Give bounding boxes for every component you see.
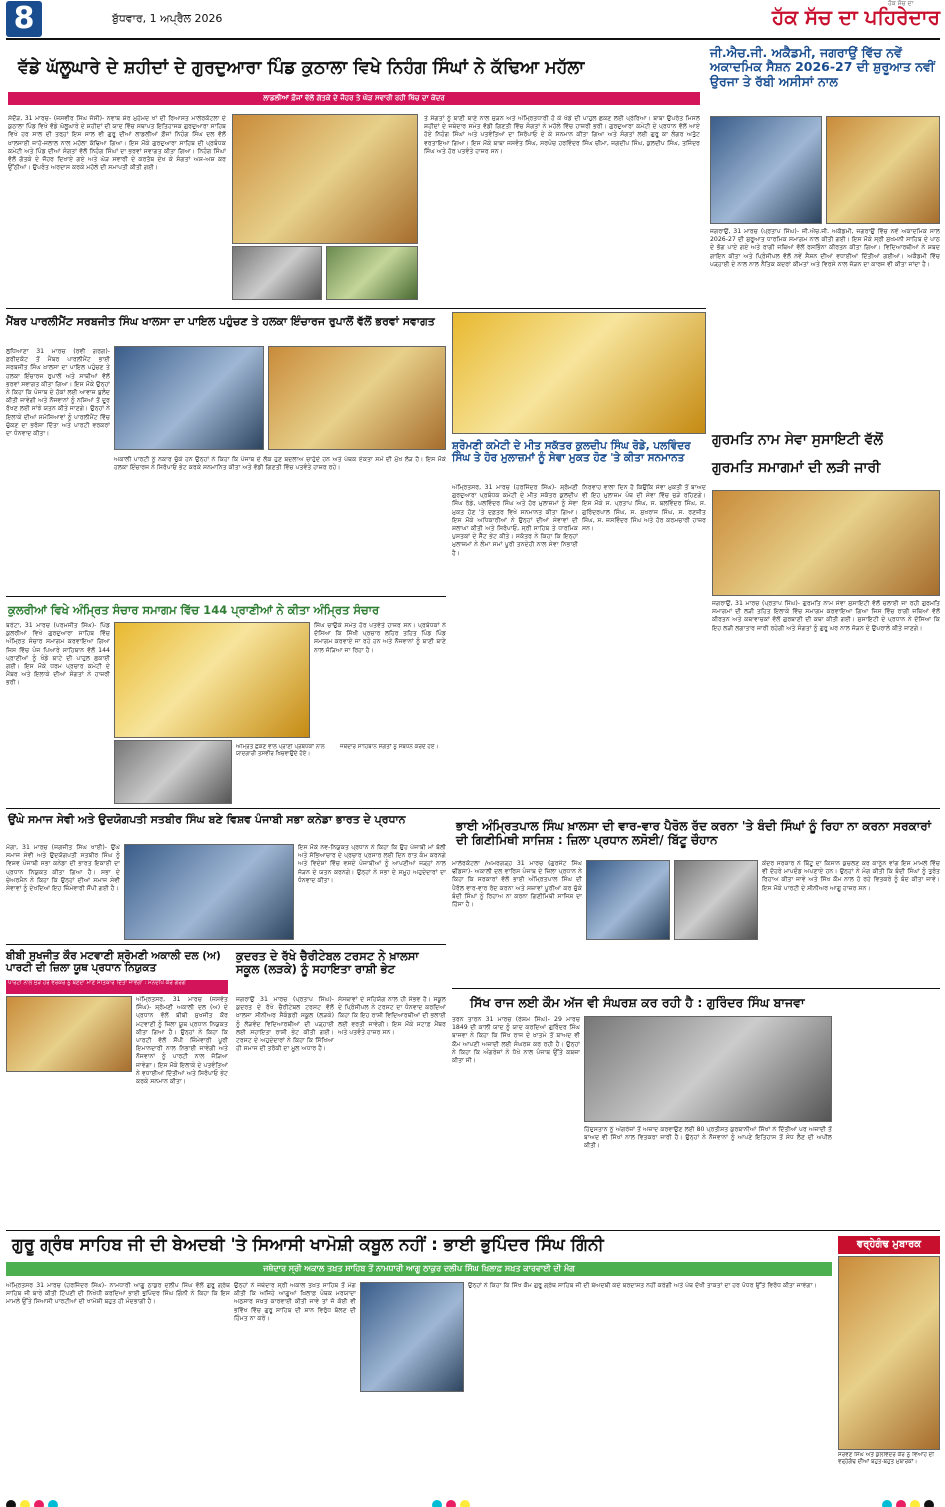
masthead-rule — [6, 38, 940, 40]
mp-photo-2 — [268, 346, 446, 450]
lead-body-left: ਸੰਦੌੜ, 31 ਮਾਰਚ- (ਜਸਵੀਰ ਸਿੰਘ ਜੱਸੀ)- ਨਵਾਬ ਸ਼ੇਰ ਮੁਹੰਮਦ ਖਾਂ ਦੀ ਰਿਆਸਤ ਮਾਲੇਰਕੋਟਲਾ ਦੇ ਕੁਠਾਲਾ ਪਿੰਡ ਵਿਖੇ ਵੱਡੇ ਘੱਲੂਘਾਰੇ ਦੇ ਸ਼ਹੀਦਾਂ ਦੀ ਯਾਦ ਵਿੱਚ ਸਥਾਪਤ ਇਤਿਹਾਸਕ ਗੁਰਦੁਆਰਾ ਸਾਹਿਬ ਵਿਖੇ ਹਰ ਸਾਲ ਦੀ ਤਰ੍ਹਾਂ ਇਸ ਸਾਲ ਵੀ ਗੁਰੂ ਦੀਆਂ ਲਾਡਲੀਆਂ ਫ਼ੌਜਾਂ ਨਿਹੰਗ ਸਿੰਘ ਦਲ ਵੱਲੋਂ ਖ਼ਾਲਸਾਈ ਜਾਹੋ-ਜਲਾਲ ਨਾਲ ਮਹੱਲਾ ਕੱਢਿਆ ਗਿਆ। ਇਸ ਮੌਕੇ ਗੁਰਦੁਆਰਾ ਸਾਹਿਬ ਦੀ ਪ੍ਰਬੰਧਕ ਕਮੇਟੀ ਅਤੇ ਪਿੰਡ ਦੀਆਂ ਸੰਗਤਾਂ ਵੱਲੋਂ ਨਿਹੰਗ ਸਿੰਘਾਂ ਦਾ ਭਰਵਾਂ ਸਵਾਗਤ ਕੀਤਾ ਗਿਆ। ਨਿਹੰਗ ਸਿੰਘਾਂ ਵੱਲੋਂ ਗੱਤਕੇ ਦੇ ਜੌਹਰ ਦਿਖਾਏ ਗਏ ਅਤੇ ਘੋੜ ਸਵਾਰੀ ਦੇ ਕਰਤੱਬ ਦੇਖ ਕੇ ਸੰਗਤਾਂ ਅਸ਼-ਅਸ਼ ਕਰ ਉੱਠੀਆਂ। ਉਪਰੰਤ ਅਰਦਾਸ ਕਰਕੇ ਮਹੱਲੇ ਦੀ ਸਮਾਪਤੀ ਕੀਤੀ ਗਈ। — [8, 115, 226, 172]
divider-5 — [452, 988, 940, 989]
lead-photo-3 — [326, 246, 418, 300]
bajwa-body: ਤਰਨ ਤਾਰਨ 31 ਮਾਰਚ (ਰੇਸ਼ਮ ਸਿੰਘ)- 29 ਮਾਰਚ 1849 ਦੀ ਕਾਲੀ ਯਾਦ ਨੂੰ ਯਾਦ ਕਰਦਿਆਂ ਗੁਰਿੰਦਰ ਸਿੰਘ ਬਾਜਵਾ ਨੇ ਕਿਹਾ ਕਿ ਸਿੱਖ ਰਾਜ ਦੇ ਖ਼ਾਤਮੇ ਤੋਂ ਬਾਅਦ ਵੀ ਕੌਮ ਆਪਣੀ ਅਜ਼ਾਦੀ ਲਈ ਸੰਘਰਸ਼ ਕਰ ਰਹੀ ਹੈ। ਉਨ੍ਹਾਂ ਨੇ ਕਿਹਾ ਕਿ ਅੰਗਰੇਜ਼ਾਂ ਨੇ ਧੋਖੇ ਨਾਲ ਪੰਜਾਬ ਉੱਤੇ ਕਬਜ਼ਾ ਕੀਤਾ ਸੀ। — [452, 1016, 580, 1064]
ginni-body-3: ਉਨ੍ਹਾਂ ਨੇ ਕਿਹਾ ਕਿ ਸਿੱਖ ਕੌਮ ਗੁਰੂ ਗ੍ਰੰਥ ਸਾਹਿਬ ਜੀ ਦੀ ਬੇਅਦਬੀ ਕਦੇ ਬਰਦਾਸ਼ਤ ਨਹੀਂ ਕਰੇਗੀ ਅਤੇ ਪੰਥ ਦੋਖੀ ਤਾਕਤਾਂ ਦਾ ਹਰ ਪੱਧਰ ਉੱਤੇ ਵਿਰੋਧ ਕੀਤਾ ਜਾਵੇਗਾ। — [468, 1282, 817, 1289]
lead-headline: ਵੱਡੇ ਘੱਲੂਘਾਰੇ ਦੇ ਸ਼ਹੀਦਾਂ ਦੇ ਗੁਰਦੁਆਰਾ ਪਿੰਡ ਕੁਠਾਲਾ ਵਿਖੇ ਨਿਹੰਗ ਸਿੰਘਾਂ ਨੇ ਕੱਢਿਆ ਮਹੱਲਾ — [18, 58, 585, 78]
trust-body: ਜਗਰਾਉਂ 31 ਮਾਰਚ (ਪ੍ਰਤਾਪ ਸਿੰਘ)- ਕੁਦਰਤ ਦੇ ਰੱਖੇ ਚੈਰੀਟੇਬਲ ਟਰਸਟ ਵੱਲੋਂ ਖ਼ਾਲਸਾ ਸੀਨੀਅਰ ਸੈਕੰਡਰੀ ਸਕੂਲ (ਲੜਕੇ) ਨੂੰ ਲੋੜਵੰਦ ਵਿਦਿਆਰਥੀਆਂ ਦੀ ਪੜ੍ਹਾਈ ਲਈ ਸਹਾਇਤਾ ਰਾਸ਼ੀ ਭੇਟ ਕੀਤੀ ਗਈ। ਟਰਸਟ ਦੇ ਅਹੁਦੇਦਾਰਾਂ ਨੇ ਕਿਹਾ ਕਿ ਸਿੱਖਿਆ ਹੀ ਸਮਾਜ ਦੀ ਤਰੱਕੀ ਦਾ ਮੂਲ ਅਧਾਰ ਹੈ। — [236, 996, 334, 1053]
register-mark-left — [4, 1495, 60, 1507]
academy-photo-1 — [710, 116, 822, 224]
anniversary-caption: ਸਰਵਣ ਸਿੰਘ ਅਤੇ ਕੁਲਵਿੰਦਰ ਕੌਰ ਨੂੰ ਵਿਆਹ ਦੀ ਵਰ੍ਹੇਗੰਢ ਦੀਆਂ ਬਹੁਤ-ਬਹੁਤ ਮੁਬਾਰਕਾਂ। — [838, 1452, 935, 1465]
youth-photo — [6, 996, 132, 1072]
amrit-headline: ਕੁਲਰੀਆਂ ਵਿਖੇ ਅੰਮ੍ਰਿਤ ਸੰਚਾਰ ਸਮਾਗਮ ਵਿੱਚ 144 ਪ੍ਰਾਣੀਆਂ ਨੇ ਕੀਤਾ ਅੰਮ੍ਰਿਤ ਸੰਚਾਰ — [8, 603, 380, 617]
parole-body: ਮਾਲੇਰਕੋਟਲਾ /ਅਮਰਗੜ੍ਹ 31 ਮਾਰਚ (ਗੁਰਜੰਟ ਸਿੰਘ ਢੀਂਡਸਾ)- ਅਕਾਲੀ ਦਲ ਵਾਰਿਸ ਪੰਜਾਬ ਦੇ ਜ਼ਿਲਾ ਪ੍ਰਧਾਨ ਨੇ ਕਿਹਾ ਕਿ ਸਰਕਾਰਾਂ ਵੱਲੋਂ ਭਾਈ ਅੰਮ੍ਰਿਤਪਾਲ ਸਿੰਘ ਦੀ ਪੈਰੋਲ ਵਾਰ-ਵਾਰ ਰੱਦ ਕਰਨਾ ਅਤੇ ਸਜ਼ਾਵਾਂ ਪੂਰੀਆਂ ਕਰ ਚੁੱਕੇ ਬੰਦੀ ਸਿੰਘਾਂ ਨੂੰ ਰਿਹਾਅ ਨਾ ਕਰਨਾ ਗਿਣੀਮਿਥੀ ਸਾਜਿਸ਼ ਦਾ ਹਿੱਸਾ ਹੈ। — [452, 860, 582, 908]
bajwa-headline: ਸਿੱਖ ਰਾਜ ਲਈ ਕੌਮ ਅੱਜ ਵੀ ਸੰਘਰਸ਼ ਕਰ ਰਹੀ ਹੈ : ਗੁਰਿੰਦਰ ਸਿੰਘ ਬਾਜਵਾ — [470, 995, 805, 1010]
amrit-body: ਬਰੇਟਾ, 31 ਮਾਰਚ (ਪਰਮਜੀਤ ਸਿੰਘ)- ਪਿੰਡ ਕੁਲਰੀਆਂ ਵਿਖੇ ਗੁਰਦੁਆਰਾ ਸਾਹਿਬ ਵਿੱਚ ਅੰਮ੍ਰਿਤ ਸੰਚਾਰ ਸਮਾਗਮ ਕਰਵਾਇਆ ਗਿਆ ਜਿਸ ਵਿੱਚ ਪੰਜ ਪਿਆਰੇ ਸਾਹਿਬਾਨ ਵੱਲੋਂ 144 ਪ੍ਰਾਣੀਆਂ ਨੂੰ ਖੰਡੇ ਬਾਟੇ ਦੀ ਪਾਹੁਲ ਛਕਾਈ ਗਈ। ਇਸ ਮੌਕੇ ਧਰਮ ਪ੍ਰਚਾਰ ਕਮੇਟੀ ਦੇ ਮੈਂਬਰ ਅਤੇ ਇਲਾਕੇ ਦੀਆਂ ਸੰਗਤਾਂ ਨੇ ਹਾਜ਼ਰੀ ਭਰੀ। — [6, 622, 110, 687]
divider-2 — [6, 596, 446, 597]
amrit-caption-2: ਜਥੇਦਾਰ ਸਾਹਿਬਾਨ ਸੰਗਤਾਂ ਨੂੰ ਸੰਬੋਧਨ ਕਰਦੇ ਹੋਏ। — [340, 744, 439, 750]
lead-subhead: ਲਾਡਲੀਆਂ ਫ਼ੌਜਾਂ ਵੱਲੋਂ ਗੱਤਕੇ ਦੇ ਜੌਹਰ ਤੇ ਘੋੜ ਸਵਾਰੀ ਰਹੀ ਖਿੱਚ ਦਾ ਕੇਂਦਰ — [8, 92, 700, 105]
canada-photo — [124, 844, 294, 940]
bajwa-body-2: ਹਿੰਦੁਸਤਾਨ ਨੂੰ ਅੰਗਰੇਜ਼ਾਂ ਤੋਂ ਅਜ਼ਾਦ ਕਰਵਾਉਣ ਲਈ 80 ਪ੍ਰਤੀਸ਼ਤ ਕੁਰਬਾਨੀਆਂ ਸਿੱਖਾਂ ਨੇ ਦਿੱਤੀਆਂ ਪਰ ਅਜ਼ਾਦੀ ਤੋਂ ਬਾਅਦ ਵੀ ਸਿੱਖਾਂ ਨਾਲ ਵਿਤਕਰਾ ਜਾਰੀ ਹੈ। ਉਨ੍ਹਾਂ ਨੇ ਨੌਜਵਾਨਾਂ ਨੂੰ ਆਪਣੇ ਇਤਿਹਾਸ ਤੋਂ ਸੇਧ ਲੈਣ ਦੀ ਅਪੀਲ ਕੀਤੀ। — [584, 1126, 832, 1150]
sgpc-body: ਅੰਮ੍ਰਿਤਸਰ, 31 ਮਾਰਚ (ਹਰਜਿੰਦਰ ਸਿੰਘ)- ਸ਼੍ਰੋਮਣੀ ਗੁਰਦੁਆਰਾ ਪ੍ਰਬੰਧਕ ਕਮੇਟੀ ਦੇ ਮੀਤ ਸਕੱਤਰ ਕੁਲਦੀਪ ਸਿੰਘ ਰੋਡੇ, ਪਲਵਿੰਦਰ ਸਿੰਘ ਅਤੇ ਹੋਰ ਮੁਲਾਜ਼ਮਾਂ ਨੂੰ ਸੇਵਾ ਮੁਕਤ ਹੋਣ 'ਤੇ ਦਫ਼ਤਰ ਵਿਖੇ ਸਨਮਾਨਤ ਕੀਤਾ ਗਿਆ। ਇਸ ਮੌਕੇ ਅਧਿਕਾਰੀਆਂ ਨੇ ਉਨ੍ਹਾਂ ਦੀਆਂ ਸੇਵਾਵਾਂ ਦੀ ਸ਼ਲਾਘਾ ਕੀਤੀ ਅਤੇ ਸਿਰੋਪਾਓ, ਸ੍ਰੀ ਸਾਹਿਬ ਤੇ ਧਾਰਮਿਕ ਪੁਸਤਕਾਂ ਦੇ ਸੈੱਟ ਭੇਟ ਕੀਤੇ। ਸਕੱਤਰ ਨੇ ਕਿਹਾ ਕਿ ਇਨ੍ਹਾਂ ਮੁਲਾਜ਼ਮਾਂ ਨੇ ਲੰਮਾ ਸਮਾਂ ਪੂਰੀ ਤਨਦੇਹੀ ਨਾਲ ਸੇਵਾ ਨਿਭਾਈ ਹੈ। — [452, 484, 578, 557]
naam-headline-1: ਗੁਰਮਤਿ ਨਾਮ ਸੇਵਾ ਸੁਸਾਇਟੀ ਵੱਲੋਂ — [712, 432, 883, 448]
youth-body-extra — [6, 1076, 132, 1226]
ginni-headline: ਗੁਰੂ ਗ੍ਰੰਥ ਸਾਹਿਬ ਜੀ ਦੀ ਬੇਅਦਬੀ 'ਤੇ ਸਿਆਸੀ ਖਾਮੋਸ਼ੀ ਕਬੂਲ ਨਹੀਂ : ਭਾਈ ਭੁਪਿੰਦਰ ਸਿੰਘ ਗਿੰਨੀ — [12, 1235, 604, 1255]
youth-headline: ਬੀਬੀ ਸੁਖਜੀਤ ਕੌਰ ਮਟਵਾਣੀ ਸ਼੍ਰੋਮਣੀ ਅਕਾਲੀ ਦਲ (ਅ) ਪਾਰਟੀ ਦੀ ਜ਼ਿਲਾ ਯੂਥ ਪ੍ਰਧਾਨ ਨਿਯੁਕਤ — [6, 950, 221, 975]
naam-body: ਜਗਰਾਉਂ, 31 ਮਾਰਚ (ਪ੍ਰਤਾਪ ਸਿੰਘ)- ਗੁਰਮਤਿ ਨਾਮ ਸੇਵਾ ਸੁਸਾਇਟੀ ਵੱਲੋਂ ਚਲਾਈ ਜਾ ਰਹੀ ਗੁਰਮਤਿ ਸਮਾਗਮਾਂ ਦੀ ਲੜੀ ਤਹਿਤ ਇਲਾਕੇ ਵਿੱਚ ਸਮਾਗਮ ਕਰਵਾਇਆ ਗਿਆ ਜਿਸ ਵਿੱਚ ਰਾਗੀ ਜਥਿਆਂ ਵੱਲੋਂ ਕੀਰਤਨ ਅਤੇ ਕਥਾਵਾਚਕਾਂ ਵੱਲੋਂ ਗੁਰਬਾਣੀ ਦੀ ਕਥਾ ਕੀਤੀ ਗਈ। ਸੁਸਾਇਟੀ ਦੇ ਪ੍ਰਧਾਨ ਨੇ ਦੱਸਿਆ ਕਿ ਇਹ ਲੜੀ ਲਗਾਤਾਰ ਜਾਰੀ ਰਹੇਗੀ ਅਤੇ ਸੰਗਤਾਂ ਨੂੰ ਗੁਰੂ ਘਰ ਨਾਲ ਜੋੜਨ ਦੇ ਉਪਰਾਲੇ ਕੀਤੇ ਜਾਣਗੇ। — [712, 600, 940, 632]
divider-4 — [6, 944, 446, 945]
naam-photo — [712, 490, 940, 596]
academy-headline: ਜੀ.ਐਚ.ਜੀ. ਅਕੈਡਮੀ, ਜਗਰਾਉਂ ਵਿੱਚ ਨਵੇਂ ਅਕਾਦਮਿਕ ਸੈਸ਼ਨ 2026-27 ਦੀ ਸ਼ੁਰੂਆਤ ਨਵੀਂ ਉਰਜਾ ਤੇ ਰੱਬੀ ਅਸੀਸਾਂ ਨਾਲ — [710, 45, 935, 89]
parole-photo-2 — [674, 860, 758, 940]
mp-photo-1 — [114, 346, 264, 450]
lead-photo-2 — [232, 246, 322, 300]
bajwa-body-3 — [836, 1016, 940, 1226]
ginni-subhead: ਜਥੇਦਾਰ ਸ੍ਰੀ ਅਕਾਲ ਤਖ਼ਤ ਸਾਹਿਬ ਤੋਂ ਨਾਮਧਾਰੀ ਆਗੂ ਠਾਕੁਰ ਦਲੀਪ ਸਿੰਘ ਖ਼ਿਲਾਫ਼ ਸਖ਼ਤ ਕਾਰਵਾਈ ਦੀ ਮੰਗ — [6, 1262, 832, 1276]
amrit-photo-1 — [114, 622, 310, 738]
mp-body: ਲੁਧਿਆਣਾ 31 ਮਾਰਚ (ਰਵੀ ਗਰਗ)- ਫ਼ਰੀਦਕੋਟ ਤੋਂ ਮੈਂਬਰ ਪਾਰਲੀਮੈਂਟ ਭਾਈ ਸਰਬਜੀਤ ਸਿੰਘ ਖ਼ਾਲਸਾ ਦਾ ਪਾਇਲ ਪਹੁੰਚਣ ਤੇ ਹਲਕਾ ਇੰਚਾਰਜ ਰੁਪਾਲੋਂ ਅਤੇ ਸਾਥੀਆਂ ਵੱਲੋਂ ਭਰਵਾਂ ਸਵਾਗਤ ਕੀਤਾ ਗਿਆ। ਇਸ ਮੌਕੇ ਉਨ੍ਹਾਂ ਨੇ ਕਿਹਾ ਕਿ ਪੰਜਾਬ ਦੇ ਹੱਕਾਂ ਲਈ ਆਵਾਜ਼ ਬੁਲੰਦ ਕੀਤੀ ਜਾਵੇਗੀ ਅਤੇ ਨੌਜਵਾਨਾਂ ਨੂੰ ਨਸ਼ਿਆਂ ਤੋਂ ਦੂਰ ਰੱਖਣ ਲਈ ਸਾਂਝੇ ਯਤਨ ਕੀਤੇ ਜਾਣਗੇ। ਉਨ੍ਹਾਂ ਨੇ ਇਲਾਕੇ ਦੀਆਂ ਸਮੱਸਿਆਵਾਂ ਨੂੰ ਪਾਰਲੀਮੈਂਟ ਵਿੱਚ ਚੁੱਕਣ ਦਾ ਭਰੋਸਾ ਦਿੱਤਾ ਅਤੇ ਪਾਰਟੀ ਵਰਕਰਾਂ ਦਾ ਧੰਨਵਾਦ ਕੀਤਾ। — [6, 348, 110, 437]
academy-photo-2 — [826, 116, 940, 224]
bajwa-photo — [584, 1016, 832, 1122]
academy-body: ਜਗਰਾਉਂ, 31 ਮਾਰਚ (ਪ੍ਰਤਾਪ ਸਿੰਘ)- ਜੀ.ਐਚ.ਜੀ. ਅਕੈਡਮੀ, ਜਗਰਾਉਂ ਵਿੱਚ ਨਵੇਂ ਅਕਾਦਮਿਕ ਸਾਲ 2026-27 ਦੀ ਸ਼ੁਰੂਆਤ ਧਾਰਮਿਕ ਸਮਾਗਮ ਨਾਲ ਕੀਤੀ ਗਈ। ਇਸ ਮੌਕੇ ਸ੍ਰੀ ਸੁਖਮਨੀ ਸਾਹਿਬ ਦੇ ਪਾਠ ਦੇ ਭੋਗ ਪਾਏ ਗਏ ਅਤੇ ਰਾਗੀ ਜਥਿਆਂ ਵੱਲੋਂ ਰਸਭਿੰਨਾ ਕੀਰਤਨ ਕੀਤਾ ਗਿਆ। ਵਿਦਿਆਰਥੀਆਂ ਨੇ ਸ਼ਬਦ ਗਾਇਨ ਕੀਤਾ ਅਤੇ ਪ੍ਰਿੰਸੀਪਲ ਵੱਲੋਂ ਨਵੇਂ ਸੈਸ਼ਨ ਦੀਆਂ ਵਧਾਈਆਂ ਦਿੱਤੀਆਂ ਗਈਆਂ। ਅਕੈਡਮੀ ਵਿੱਚ ਪੜ੍ਹਾਈ ਦੇ ਨਾਲ ਨਾਲ ਨੈਤਿਕ ਕਦਰਾਂ ਕੀਮਤਾਂ ਅਤੇ ਵਿਰਸੇ ਨਾਲ ਜੋੜਨ ਦਾ ਕਾਰਜ ਵੀ ਕੀਤਾ ਜਾਂਦਾ ਹੈ। — [710, 228, 940, 268]
trust-headline: ਕੁਦਰਤ ਦੇ ਰੱਖੇ ਚੈਰੀਟੇਬਲ ਟਰਸਟ ਨੇ ਖ਼ਾਲਸਾ ਸਕੂਲ (ਲੜਕੇ) ਨੂੰ ਸਹਾਇਤਾ ਰਾਸ਼ੀ ਭੇਟ — [236, 949, 419, 977]
amrit-caption-1: ਅੰਮ੍ਰਿਤ ਛਕਣ ਵਾਲੇ ਪ੍ਰਾਣੀ ਪ੍ਰਬੰਧਕਾਂ ਨਾਲ ਯਾਦਗਾਰੀ ਤਸਵੀਰ ਖਿਚਵਾਉਂਦੇ ਹੋਏ। — [236, 744, 325, 757]
amrit-photo-2 — [114, 740, 232, 804]
color-registration-marks — [0, 1495, 945, 1507]
anniversary-title: ਵਰ੍ਹੇਗੰਢ ਮੁਬਾਰਕ — [838, 1236, 940, 1254]
lead-body-right: ਤੇ ਸੰਗਤਾਂ ਨੂੰ ਬਾਣੀ ਬਾਣੇ ਨਾਲ ਜੁੜਨ ਅਤੇ ਅੰਮ੍ਰਿਤਧਾਰੀ ਹੋ ਕੇ ਖੰਡੇ ਦੀ ਪਾਹੁਲ ਛਕਣ ਲਈ ਪ੍ਰੇਰਿਆ। ਬਾਬਾ ਉਪਰੰਤ ਮਿਸਲ ਸ਼ਹੀਦਾਂ ਦੇ ਜਥੇਦਾਰ ਸਮੇਤ ਵੱਡੀ ਗਿਣਤੀ ਵਿੱਚ ਸੰਗਤਾਂ ਨੇ ਮਹੱਲੇ ਵਿੱਚ ਹਾਜ਼ਰੀ ਭਰੀ। ਗੁਰਦੁਆਰਾ ਕਮੇਟੀ ਦੇ ਪ੍ਰਧਾਨ ਵੱਲੋਂ ਆਏ ਹੋਏ ਨਿਹੰਗ ਸਿੰਘਾਂ ਅਤੇ ਪਤਵੰਤਿਆਂ ਦਾ ਸਿਰੋਪਾਓ ਦੇ ਕੇ ਸਨਮਾਨ ਕੀਤਾ ਗਿਆ ਅਤੇ ਸੰਗਤਾਂ ਲਈ ਗੁਰੂ ਕਾ ਲੰਗਰ ਅਤੁੱਟ ਵਰਤਾਇਆ ਗਿਆ। ਇਸ ਮੌਕੇ ਬਾਬਾ ਜਸਵੰਤ ਸਿੰਘ, ਸਰਪੰਚ ਹਰਵਿੰਦਰ ਸਿੰਘ ਚੀਮਾ, ਜਗਦੀਪ ਸਿੰਘ, ਕੁਲਦੀਪ ਸਿੰਘ, ਤਜਿੰਦਰ ਸਿੰਘ ਅਤੇ ਹੋਰ ਪਤਵੰਤੇ ਹਾਜ਼ਰ ਸਨ। — [424, 115, 700, 155]
register-mark-center — [430, 1495, 472, 1507]
divider-6 — [6, 1230, 940, 1231]
page-number: 8 — [6, 1, 42, 37]
register-mark-right — [880, 1495, 936, 1507]
ginni-body: ਅੰਮ੍ਰਿਤਸਰ 31 ਮਾਰਚ (ਹਰਜਿੰਦਰ ਸਿੰਘ)- ਨਾਮਧਾਰੀ ਆਗੂ ਠਾਕੁਰ ਦਲੀਪ ਸਿੰਘ ਵੱਲੋਂ ਗੁਰੂ ਗ੍ਰੰਥ ਸਾਹਿਬ ਜੀ ਬਾਰੇ ਕੀਤੀ ਟਿੱਪਣੀ ਦੀ ਨਿਖੇਧੀ ਕਰਦਿਆਂ ਭਾਈ ਭੁਪਿੰਦਰ ਸਿੰਘ ਗਿੰਨੀ ਨੇ ਕਿਹਾ ਕਿ ਇਸ ਮਾਮਲੇ ਉੱਤੇ ਸਿਆਸੀ ਪਾਰਟੀਆਂ ਦੀ ਖਾਮੋਸ਼ੀ ਬਹੁਤ ਹੀ ਮੰਦਭਾਗੀ ਹੈ। — [6, 1282, 230, 1306]
canada-body: ਮੋਗਾ, 31 ਮਾਰਚ (ਜਗਜੀਤ ਸਿੰਘ ਖਾਈ)- ਉਂਘੇ ਸਮਾਜ ਸੇਵੀ ਅਤੇ ਉਦਯੋਗਪਤੀ ਸਤਬੀਰ ਸਿੰਘ ਨੂੰ ਵਿਸ਼ਵ ਪੰਜਾਬੀ ਸਭਾ ਕਨੇਡਾ ਦੀ ਭਾਰਤ ਇਕਾਈ ਦਾ ਪ੍ਰਧਾਨ ਨਿਯੁਕਤ ਕੀਤਾ ਗਿਆ ਹੈ। ਸਭਾ ਦੇ ਚੇਅਰਮੈਨ ਨੇ ਕਿਹਾ ਕਿ ਉਨ੍ਹਾਂ ਦੀਆਂ ਸਮਾਜ ਸੇਵੀ ਸੇਵਾਵਾਂ ਨੂੰ ਦੇਖਦਿਆਂ ਇਹ ਜ਼ਿੰਮੇਵਾਰੀ ਸੌਂਪੀ ਗਈ ਹੈ। — [6, 844, 120, 892]
ginni-body-2: ਉਨ੍ਹਾਂ ਨੇ ਜਥੇਦਾਰ ਸ੍ਰੀ ਅਕਾਲ ਤਖ਼ਤ ਸਾਹਿਬ ਤੋਂ ਮੰਗ ਕੀਤੀ ਕਿ ਅਜਿਹੇ ਆਗੂਆਂ ਖ਼ਿਲਾਫ਼ ਪੰਥਕ ਮਰਯਾਦਾ ਅਨੁਸਾਰ ਸਖ਼ਤ ਕਾਰਵਾਈ ਕੀਤੀ ਜਾਵੇ ਤਾਂ ਜੋ ਕੋਈ ਵੀ ਭਵਿੱਖ ਵਿੱਚ ਗੁਰੂ ਸਾਹਿਬ ਦੀ ਸ਼ਾਨ ਵਿਰੁੱਧ ਬੋਲਣ ਦੀ ਹਿੰਮਤ ਨਾ ਕਰੇ। — [234, 1282, 356, 1322]
divider-3 — [6, 808, 940, 809]
newspaper-brand: ਹੱਕ ਸੱਚ ਦਾ ਪਹਿਰੇਦਾਰ — [772, 5, 940, 29]
mp-headline: ਮੈਂਬਰ ਪਾਰਲੀਮੈਂਟ ਸਰਬਜੀਤ ਸਿੰਘ ਖਾਲਸਾ ਦਾ ਪਾਇਲ ਪਹੁੰਚਣ ਤੇ ਹਲਕਾ ਇੰਚਾਰਜ ਰੁਪਾਲੋਂ ਵੱਲੋਂ ਭਰਵਾਂ ਸਵਾਗਤ — [6, 315, 435, 328]
divider-1 — [6, 308, 706, 309]
anniversary-photo — [838, 1256, 940, 1450]
trust-body-2: ਸੰਸਥਾਵਾਂ ਦੇ ਸਹਿਯੋਗ ਨਾਲ ਹੀ ਸੰਭਵ ਹੈ। ਸਕੂਲ ਦੇ ਪ੍ਰਿੰਸੀਪਲ ਨੇ ਟਰਸਟ ਦਾ ਧੰਨਵਾਦ ਕਰਦਿਆਂ ਕਿਹਾ ਕਿ ਇਹ ਰਾਸ਼ੀ ਵਿਦਿਆਰਥੀਆਂ ਦੀ ਭਲਾਈ ਲਈ ਵਰਤੀ ਜਾਵੇਗੀ। ਇਸ ਮੌਕੇ ਸਟਾਫ਼ ਮੈਂਬਰ ਅਤੇ ਪਤਵੰਤੇ ਹਾਜ਼ਰ ਸਨ। — [338, 996, 446, 1036]
issue-date: ਬੁੱਧਵਾਰ, 1 ਅਪ੍ਰੈਲ 2026 — [112, 12, 223, 25]
youth-photo-label: ਪਾਰਟੀ ਨਾਲ ਜੁੜੇ ਹਰ ਵਰਕਰ ਨੂੰ ਬਣਦਾ ਮਾਣ ਸਤਿਕਾਰ ਦਿੱਤਾ ਜਾਵੇਗਾ : ਮਨਦੀਪ ਕੌਰ ਗਰਗ — [6, 980, 228, 994]
sgpc-photo — [452, 312, 706, 434]
canada-headline: ਉਂਘੇ ਸਮਾਜ ਸੇਵੀ ਅਤੇ ਉਦਯੋਗਪਤੀ ਸਤਬੀਰ ਸਿੰਘ ਬਣੇ ਵਿਸ਼ਵ ਪੰਜਾਬੀ ਸਭਾ ਕਨੇਡਾ ਭਾਰਤ ਦੇ ਪ੍ਰਧਾਨ — [8, 813, 406, 826]
masthead — [0, 0, 945, 40]
lead-photo-1 — [232, 114, 418, 244]
amrit-body-2: ਸਿੰਘ ਚਾਉਕੇ ਸਮੇਤ ਹੋਰ ਪਤਵੰਤੇ ਹਾਜ਼ਰ ਸਨ। ਪ੍ਰਬੰਧਕਾਂ ਨੇ ਦੱਸਿਆ ਕਿ ਸਿੱਖੀ ਪ੍ਰਚਾਰ ਲਹਿਰ ਤਹਿਤ ਪਿੰਡ ਪਿੰਡ ਸਮਾਗਮ ਕਰਵਾਏ ਜਾ ਰਹੇ ਹਨ ਅਤੇ ਨੌਜਵਾਨਾਂ ਨੂੰ ਬਾਣੀ ਬਾਣੇ ਨਾਲ ਜੋੜਿਆ ਜਾ ਰਿਹਾ ਹੈ। — [314, 622, 446, 654]
youth-body: ਅੰਮ੍ਰਿਤਸਰ, 31 ਮਾਰਚ (ਜਸਵੰਤ ਸਿੰਘ)- ਸ਼੍ਰੋਮਣੀ ਅਕਾਲੀ ਦਲ (ਅ) ਦੇ ਪ੍ਰਧਾਨ ਵੱਲੋਂ ਬੀਬੀ ਸੁਖਜੀਤ ਕੌਰ ਮਟਵਾਣੀ ਨੂੰ ਜ਼ਿਲਾ ਯੂਥ ਪ੍ਰਧਾਨ ਨਿਯੁਕਤ ਕੀਤਾ ਗਿਆ ਹੈ। ਉਨ੍ਹਾਂ ਨੇ ਕਿਹਾ ਕਿ ਪਾਰਟੀ ਵੱਲੋਂ ਸੌਂਪੀ ਜ਼ਿੰਮੇਵਾਰੀ ਪੂਰੀ ਇਮਾਨਦਾਰੀ ਨਾਲ ਨਿਭਾਈ ਜਾਵੇਗੀ ਅਤੇ ਨੌਜਵਾਨਾਂ ਨੂੰ ਪਾਰਟੀ ਨਾਲ ਜੋੜਿਆ ਜਾਵੇਗਾ। ਇਸ ਮੌਕੇ ਇਲਾਕੇ ਦੇ ਪਤਵੰਤਿਆਂ ਨੇ ਵਧਾਈਆਂ ਦਿੱਤੀਆਂ ਅਤੇ ਸਿਰੋਪਾਓ ਭੇਟ ਕਰਕੇ ਸਨਮਾਨ ਕੀਤਾ। — [136, 996, 228, 1085]
sgpc-headline: ਸ਼੍ਰੋਮਣੀ ਕਮੇਟੀ ਦੇ ਮੀਤ ਸਕੱਤਰ ਕੁਲਦੀਪ ਸਿੰਘ ਰੋਡੇ, ਪਲਵਿੰਦਰ ਸਿੰਘ ਤੇ ਹੋਰ ਮੁਲਾਜ਼ਮਾਂ ਨੂੰ ਸੇਵਾ ਮੁਕਤ ਹੋਣ 'ਤੇ ਕੀਤਾ ਸਨਮਾਨਤ — [452, 440, 691, 465]
parole-body-2: ਕੇਂਦਰ ਸਰਕਾਰ ਨੇ ਬਿੱਟੂ ਦਾ ਕਿਸਾਨ ਕੁਚਲਣ ਕਰ ਕਾਨੂੰਨ ਵਾਂਗ ਇਸ ਮਾਮਲੇ ਵਿੱਚ ਵੀ ਦੋਹਰੇ ਮਾਪਦੰਡ ਅਪਣਾਏ ਹਨ। ਉਨ੍ਹਾਂ ਨੇ ਮੰਗ ਕੀਤੀ ਕਿ ਬੰਦੀ ਸਿੰਘਾਂ ਨੂੰ ਤੁਰੰਤ ਰਿਹਾਅ ਕੀਤਾ ਜਾਵੇ ਅਤੇ ਸਿੱਖ ਕੌਮ ਨਾਲ ਹੋ ਰਹੇ ਵਿਤਕਰੇ ਨੂੰ ਬੰਦ ਕੀਤਾ ਜਾਵੇ। ਇਸ ਮੌਕੇ ਪਾਰਟੀ ਦੇ ਸੀਨੀਅਰ ਆਗੂ ਹਾਜ਼ਰ ਸਨ। — [762, 860, 940, 892]
canada-body-2: ਇਸ ਮੌਕੇ ਨਵ-ਨਿਯੁਕਤ ਪ੍ਰਧਾਨ ਨੇ ਕਿਹਾ ਕਿ ਉਹ ਪੰਜਾਬੀ ਮਾਂ ਬੋਲੀ ਅਤੇ ਸੱਭਿਆਚਾਰ ਦੇ ਪ੍ਰਚਾਰ ਪ੍ਰਸਾਰ ਲਈ ਦਿਨ ਰਾਤ ਕੰਮ ਕਰਨਗੇ ਅਤੇ ਵਿਦੇਸ਼ਾਂ ਵਿੱਚ ਵਸਦੇ ਪੰਜਾਬੀਆਂ ਨੂੰ ਆਪਣੀਆਂ ਜੜ੍ਹਾਂ ਨਾਲ ਜੋੜਨ ਦੇ ਯਤਨ ਕਰਨਗੇ। ਉਨ੍ਹਾਂ ਨੇ ਸਭਾ ਦੇ ਸਮੂਹ ਅਹੁਦੇਦਾਰਾਂ ਦਾ ਧੰਨਵਾਦ ਕੀਤਾ। — [298, 844, 446, 884]
sgpc-body-2: ਨਿਰਵਾਹ ਵਾਲਾ ਦਿਨ ਹੈ ਕਿਉਂਕਿ ਸੇਵਾ ਮੁਕਤੀ ਤੋਂ ਬਾਅਦ ਵੀ ਇਹ ਮੁਲਾਜ਼ਮ ਪੰਥ ਦੀ ਸੇਵਾ ਵਿੱਚ ਜੁੜੇ ਰਹਿਣਗੇ। ਇਸ ਮੌਕੇ ਸ. ਪ੍ਰਤਾਪ ਸਿੰਘ, ਸ. ਬਲਵਿੰਦਰ ਸਿੰਘ, ਸ. ਗੁਰਿੰਦਰਪਾਲ ਸਿੰਘ, ਸ. ਸੁਖਰਾਜ ਸਿੰਘ, ਸ. ਰਣਜੀਤ ਸਿੰਘ, ਸ. ਜਸਵਿੰਦਰ ਸਿੰਘ ਅਤੇ ਹੋਰ ਕਰਮਚਾਰੀ ਹਾਜ਼ਰ ਸਨ। — [582, 484, 706, 532]
brand-small: ਹੱਕ ਸੱਚ ਦਾ — [888, 0, 914, 7]
naam-headline-2: ਗੁਰਮਤਿ ਸਮਾਗਮਾਂ ਦੀ ਲੜੀ ਜਾਰੀ — [712, 460, 881, 476]
parole-photo-1 — [586, 860, 670, 940]
mp-body-2: ਅਕਾਲੀ ਪਾਰਟੀ ਨੂੰ ਨਕਾਰ ਚੁੱਕੇ ਹਨ ਉਨ੍ਹਾਂ ਨੇ ਕਿਹਾ ਕਿ ਪੰਜਾਬ ਦੇ ਲੋਕ ਹੁਣ ਬਦਲਾਅ ਚਾਹੁੰਦੇ ਹਨ ਅਤੇ ਪੰਥਕ ਏਕਤਾ ਸਮੇਂ ਦੀ ਮੁੱਖ ਲੋੜ ਹੈ। ਇਸ ਮੌਕੇ ਹਲਕਾ ਇੰਚਾਰਜ ਨੇ ਸਿਰੋਪਾਓ ਭੇਟ ਕਰਕੇ ਸਨਮਾਨਿਤ ਕੀਤਾ ਅਤੇ ਵੱਡੀ ਗਿਣਤੀ ਵਿੱਚ ਪਤਵੰਤੇ ਹਾਜ਼ਰ ਰਹੇ। — [114, 456, 446, 472]
parole-headline: ਭਾਈ ਅੰਮ੍ਰਿਤਪਾਲ ਸਿੰਘ ਖ਼ਾਲਸਾ ਦੀ ਵਾਰ-ਵਾਰ ਪੈਰੋਲ ਰੱਦ ਕਰਨਾ 'ਤੇ ਬੰਦੀ ਸਿੰਘਾਂ ਨੂੰ ਰਿਹਾ ਨਾ ਕਰਨਾ ਸਰਕਾਰਾਂ ਦੀ ਗਿਣੀਮਿਥੀ ਸਾਜਿਸ਼ : ਜ਼ਿਲਾ ਪ੍ਰਧਾਨ ਲਸੋਈ/ ਬਿੱਟੂ ਚੌਹਾਨ — [456, 819, 932, 847]
ginni-photo — [360, 1282, 464, 1392]
